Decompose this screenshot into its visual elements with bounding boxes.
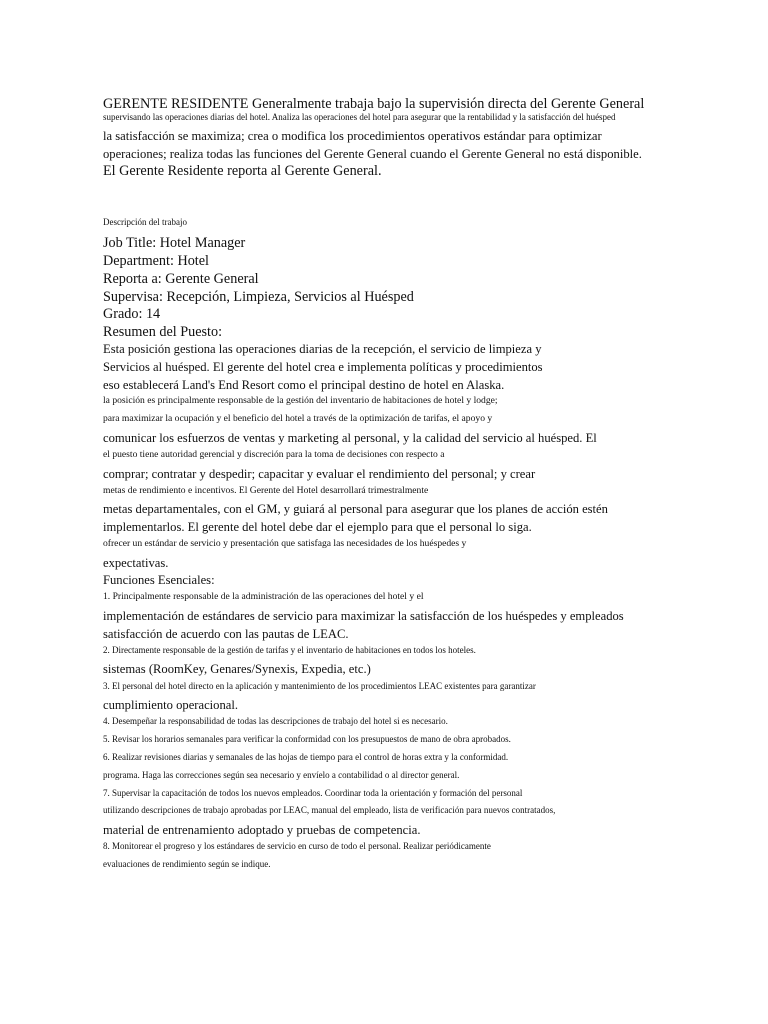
text-line: material de entrenamiento adoptado y pruebas de competencia. (103, 823, 421, 837)
text-line: supervisando las operaciones diarias del hotel. Analiza las operaciones del hotel para asegurar que la rentabilidad y la satisfacción del huésped (103, 112, 616, 122)
text-line: comunicar los esfuerzos de ventas y marketing al personal, y la calidad del servicio al huésped. El (103, 431, 597, 445)
text-line: la satisfacción se maximiza; crea o modifica los procedimientos operativos estándar para optimizar (103, 129, 602, 143)
text-line: eso establecerá Land's End Resort como el principal destino de hotel en Alaska. (103, 378, 505, 392)
text-line: programa. Haga las correcciones según sea necesario y envíelo a contabilidad o al director general. (103, 770, 460, 780)
text-line: comprar; contratar y despedir; capacitar y evaluar el rendimiento del personal; y crear (103, 467, 536, 481)
text-line: el puesto tiene autoridad gerencial y discreción para la toma de decisiones con respecto a (103, 449, 445, 460)
text-line: ofrecer un estándar de servicio y presentación que satisfaga las necesidades de los huéspedes y (103, 538, 467, 549)
text-line: Esta posición gestiona las operaciones diarias de la recepción, el servicio de limpieza y (103, 342, 542, 356)
text-line: para maximizar la ocupación y el beneficio del hotel a través de la optimización de tarifas, el apoyo y (103, 413, 493, 424)
text-line: Servicios al huésped. El gerente del hotel crea e implementa políticas y procedimientos (103, 360, 543, 374)
text-line: utilizando descripciones de trabajo aprobadas por LEAC, manual del empleado, lista de verificación para nuevos contratados, (103, 805, 556, 815)
text-line: operaciones; realiza todas las funciones del Gerente General cuando el Gerente General no está disponible. (103, 147, 642, 161)
text-line: 2. Directamente responsable de la gestión de tarifas y el inventario de habitaciones en todos los hoteles. (103, 645, 476, 655)
text-line: El Gerente Residente reporta al Gerente General. (103, 163, 382, 179)
text-line: expectativas. (103, 556, 169, 570)
text-line: Resumen del Puesto: (103, 324, 223, 340)
text-line: implementarlos. El gerente del hotel debe dar el ejemplo para que el personal lo siga. (103, 520, 532, 534)
text-line: 6. Realizar revisiones diarias y semanales de las hojas de tiempo para el control de horas extra y la conformidad. (103, 752, 509, 762)
text-line: 5. Revisar los horarios semanales para verificar la conformidad con los presupuestos de mano de obra aprobados. (103, 734, 511, 744)
text-line: evaluaciones de rendimiento según se indique. (103, 859, 271, 869)
text-line: Job Title: Hotel Manager (103, 235, 246, 251)
text-line: Reporta a: Gerente General (103, 271, 259, 287)
text-line: 4. Desempeñar la responsabilidad de todas las descripciones de trabajo del hotel si es necesario. (103, 716, 448, 726)
text-line: Department: Hotel (103, 253, 209, 269)
text-line: 1. Principalmente responsable de la administración de las operaciones del hotel y el (103, 591, 424, 602)
text-line: sistemas (RoomKey, Genares/Synexis, Expedia, etc.) (103, 662, 371, 676)
section-label: Descripción del trabajo (103, 217, 187, 227)
text-line: cumplimiento operacional. (103, 698, 238, 712)
text-line: 7. Supervisar la capacitación de todos los nuevos empleados. Coordinar toda la orientación y formación del personal (103, 788, 523, 798)
text-line: metas de rendimiento e incentivos. El Gerente del Hotel desarrollará trimestralmente (103, 485, 429, 496)
text-line: 8. Monitorear el progreso y los estándares de servicio en curso de todo el personal. Realizar periódicamente (103, 841, 491, 851)
text-line: Supervisa: Recepción, Limpieza, Servicios al Huésped (103, 289, 414, 305)
text-line: satisfacción de acuerdo con las pautas de LEAC. (103, 627, 349, 641)
text-line: metas departamentales, con el GM, y guiará al personal para asegurar que los planes de acción estén (103, 502, 608, 516)
text-line: Funciones Esenciales: (103, 573, 215, 587)
text-line: Grado: 14 (103, 306, 161, 322)
text-line: la posición es principalmente responsable de la gestión del inventario de habitaciones de hotel y lodge; (103, 395, 498, 406)
text-line: 3. El personal del hotel directo en la aplicación y mantenimiento de los procedimientos LEAC existentes para garantizar (103, 681, 536, 691)
text-line: implementación de estándares de servicio para maximizar la satisfacción de los huéspedes y empleados (103, 609, 624, 623)
text-line: GERENTE RESIDENTE Generalmente trabaja bajo la supervisión directa del Gerente General (103, 96, 645, 112)
